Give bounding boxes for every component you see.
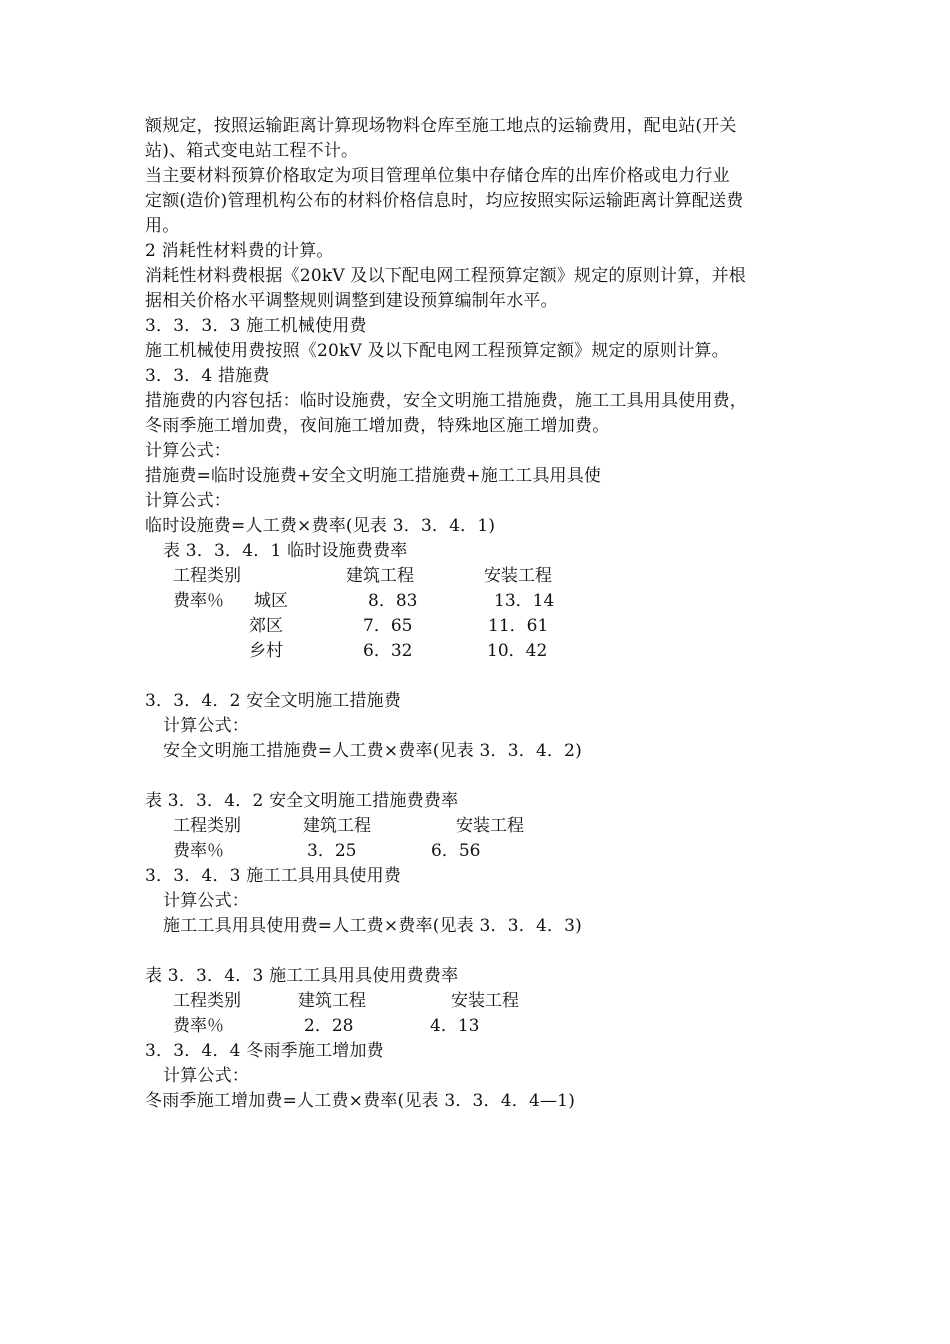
paragraph-line: 消耗性材料费根据《20kV 及以下配电网工程预算定额》规定的原则计算，并根 (145, 266, 747, 286)
table-header: 工程类别 (173, 566, 241, 586)
formula-label: 计算公式： (163, 891, 249, 911)
table-header: 建筑工程 (303, 816, 371, 836)
table-caption: 表 3．3．4．2 安全文明施工措施费费率 (145, 791, 459, 811)
paragraph-line: 当主要材料预算价格取定为项目管理单位集中存储仓库的出库价格或电力行业 (145, 166, 730, 186)
section-heading: 2 消耗性材料费的计算。 (145, 241, 334, 261)
table-header: 安装工程 (456, 816, 524, 836)
table-cell: 城区 (254, 591, 288, 611)
table-cell: 11．61 (488, 616, 549, 636)
section-heading: 3．3．4．2 安全文明施工措施费 (145, 691, 402, 711)
formula: 冬雨季施工增加费=人工费×费率(见表 3．3．4．4—1) (145, 1091, 576, 1111)
table-cell: 郊区 (249, 616, 283, 636)
formula-label: 计算公式： (145, 441, 231, 461)
formula-label: 计算公式： (163, 1066, 249, 1086)
section-heading: 3．3．4．3 施工工具用具使用费 (145, 866, 402, 886)
section-heading: 3．3．4 措施费 (145, 366, 270, 386)
table-header: 建筑工程 (298, 991, 366, 1011)
table-cell: 6．56 (431, 841, 481, 861)
table-row-label: 费率％ (173, 841, 224, 861)
paragraph-line: 施工机械使用费按照《20kV 及以下配电网工程预算定额》规定的原则计算。 (145, 341, 729, 361)
table-header: 工程类别 (173, 816, 241, 836)
formula: 措施费=临时设施费+安全文明施工措施费+施工工具用具使 (145, 466, 602, 486)
paragraph-line: 定额(造价)管理机构公布的材料价格信息时，均应按照实际运输距离计算配送费 (145, 191, 744, 211)
formula-label: 计算公式： (145, 491, 231, 511)
table-cell: 6．32 (363, 641, 413, 661)
table-header: 安装工程 (484, 566, 552, 586)
table-cell: 乡村 (249, 641, 283, 661)
table-cell: 3．25 (307, 841, 357, 861)
table-caption: 表 3．3．4．1 临时设施费费率 (163, 541, 408, 561)
paragraph-line: 用。 (145, 216, 180, 236)
section-heading: 3．3．3．3 施工机械使用费 (145, 316, 367, 336)
paragraph-line: 站)、箱式变电站工程不计。 (145, 141, 359, 161)
table-header: 建筑工程 (346, 566, 414, 586)
paragraph-line: 额规定，按照运输距离计算现场物料仓库至施工地点的运输费用，配电站(开关 (145, 116, 737, 136)
table-cell: 7．65 (363, 616, 413, 636)
formula: 安全文明施工措施费=人工费×费率(见表 3．3．4．2) (163, 741, 583, 761)
paragraph-line: 据相关价格水平调整规则调整到建设预算编制年水平。 (145, 291, 558, 311)
formula: 施工工具用具使用费=人工费×费率(见表 3．3．4．3) (163, 916, 583, 936)
table-cell: 4．13 (430, 1016, 480, 1036)
table-cell: 10．42 (487, 641, 548, 661)
section-heading: 3．3．4．4 冬雨季施工增加费 (145, 1041, 384, 1061)
formula: 临时设施费=人工费×费率(见表 3．3．4．1) (145, 516, 496, 536)
table-header: 工程类别 (173, 991, 241, 1011)
formula-label: 计算公式： (163, 716, 249, 736)
table-row-label: 费率％ (173, 1016, 224, 1036)
table-header: 安装工程 (451, 991, 519, 1011)
table-row-label: 费率％ (173, 591, 224, 611)
table-cell: 8．83 (368, 591, 418, 611)
table-cell: 13．14 (494, 591, 555, 611)
table-caption: 表 3．3．4．3 施工工具用具使用费费率 (145, 966, 459, 986)
table-cell: 2．28 (304, 1016, 354, 1036)
paragraph-line: 冬雨季施工增加费，夜间施工增加费，特殊地区施工增加费。 (145, 416, 610, 436)
paragraph-line: 措施费的内容包括：临时设施费，安全文明施工措施费，施工工具用具使用费， (145, 391, 747, 411)
